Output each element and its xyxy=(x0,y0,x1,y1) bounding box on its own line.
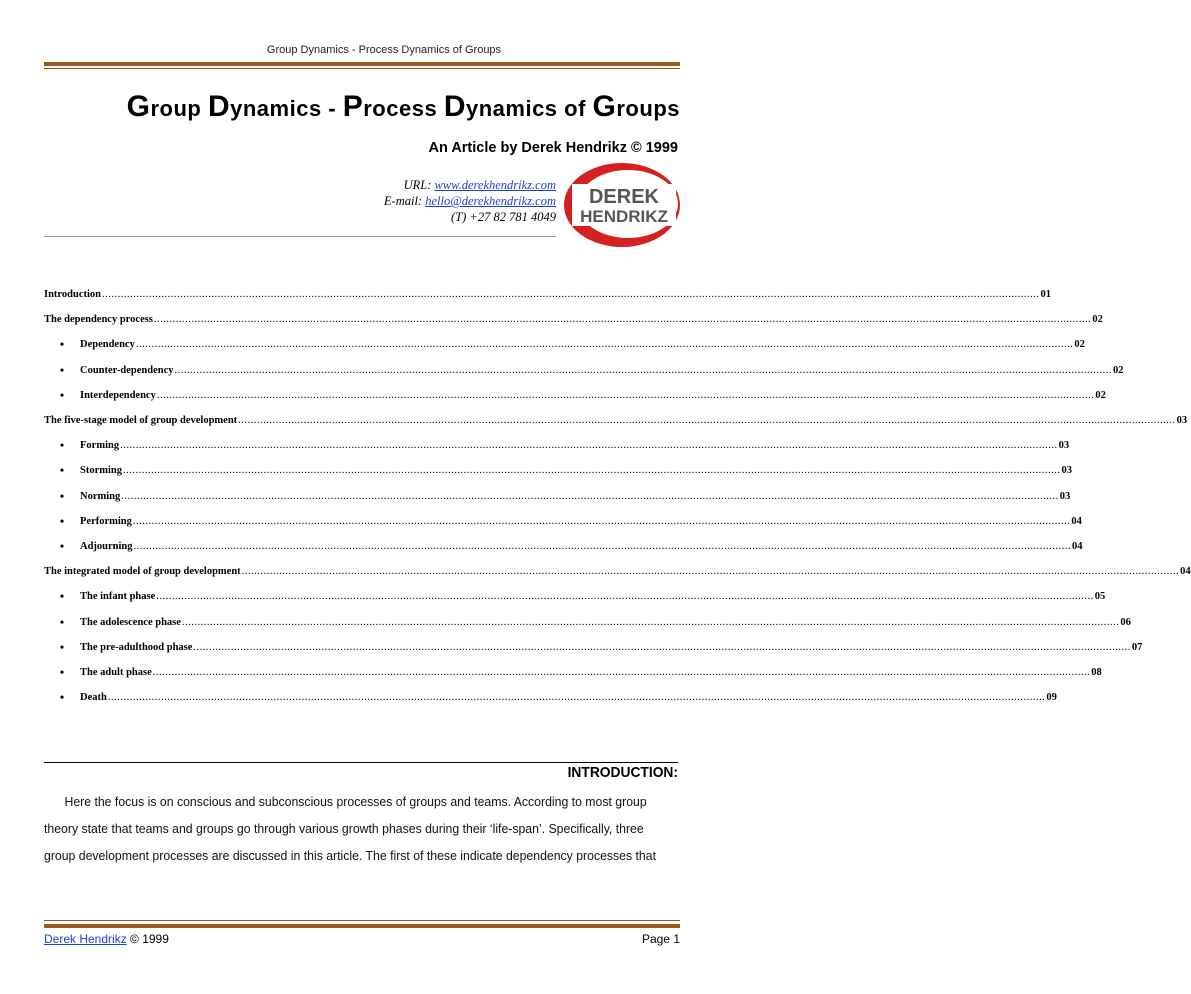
toc-label: Norming xyxy=(80,490,121,502)
toc-label: The integrated model of group development xyxy=(44,566,241,578)
title-segment: ynamics of xyxy=(465,96,593,121)
title-capital: P xyxy=(342,90,364,123)
derek-hendrikz-logo xyxy=(562,162,682,248)
toc-page-number: 08 xyxy=(1091,666,1102,678)
toc-leader: ............................................................................................................................................................................................................................................................................................................ xyxy=(153,314,1092,326)
toc-entry[interactable] xyxy=(44,584,1106,609)
toc-leader: ............................................................................................................................................................................................................................................................................................................ xyxy=(238,415,1176,427)
toc-label: The infant phase xyxy=(80,591,156,603)
bullet-icon: • xyxy=(59,690,65,705)
toc-entry[interactable] xyxy=(44,635,1143,660)
toc-page-number: 03 xyxy=(1058,440,1070,452)
toc-leader: ............................................................................................................................................................................................................................................................................................................ xyxy=(121,490,1059,502)
bullet-icon: • xyxy=(59,664,65,679)
title-capital: D xyxy=(443,90,466,123)
toc-leader: ............................................................................................................................................................................................................................................................................................................ xyxy=(133,540,1072,552)
bullet-icon: • xyxy=(59,488,65,503)
body-paragraph xyxy=(44,788,680,869)
toc-leader: ............................................................................................................................................................................................................................................................................................................ xyxy=(120,440,1058,452)
toc-entry[interactable] xyxy=(44,358,1124,383)
toc-entry[interactable] xyxy=(44,433,1070,458)
toc-label: Performing xyxy=(80,515,132,527)
title-capital: G xyxy=(592,90,617,123)
toc-page-number: 04 xyxy=(1072,540,1083,552)
bullet-icon: • xyxy=(59,513,65,528)
section-rule xyxy=(44,762,678,763)
header-rule-thin xyxy=(44,68,680,69)
title-segment: roups xyxy=(616,96,680,121)
logo-line2: HENDRIKZ xyxy=(580,207,668,226)
title-segment: roup xyxy=(150,96,208,121)
footer-copyright: © 1999 xyxy=(126,932,169,946)
toc-page-number: 03 xyxy=(1176,415,1188,427)
toc-leader: ............................................................................................................................................................................................................................................................................................................ xyxy=(102,289,1040,301)
toc-page-number: 04 xyxy=(1071,515,1082,527)
toc-page-number: 02 xyxy=(1074,339,1085,351)
title-capital: D xyxy=(207,90,231,123)
email-link[interactable]: hello@derekhendrikz.com xyxy=(425,194,556,208)
running-header: Group Dynamics - Process Dynamics of Groups xyxy=(266,44,502,56)
toc-label: The adolescence phase xyxy=(80,616,181,628)
toc-entry[interactable] xyxy=(44,307,1103,332)
toc-page-number: 01 xyxy=(1040,289,1051,301)
bullet-icon: • xyxy=(59,438,65,453)
toc-leader: ............................................................................................................................................................................................................................................................................................................ xyxy=(152,666,1091,678)
title-segment: rocess xyxy=(363,96,444,121)
toc-page-number: 07 xyxy=(1131,641,1143,653)
email-label: E-mail: xyxy=(383,194,423,208)
paragraph-line: theory state that teams and groups go through various growth phases during their ‘life-span’. Specifically, three xyxy=(44,821,644,836)
toc-entry[interactable] xyxy=(44,458,1072,483)
bullet-icon: • xyxy=(59,589,65,604)
toc-leader: ............................................................................................................................................................................................................................................................................................................ xyxy=(156,591,1094,603)
toc-page-number: 02 xyxy=(1113,364,1124,376)
bullet-icon: • xyxy=(59,362,65,377)
toc-leader: ............................................................................................................................................................................................................................................................................................................ xyxy=(193,641,1131,653)
document-title xyxy=(44,90,680,124)
section-heading: INTRODUCTION: xyxy=(567,764,678,781)
bullet-icon: • xyxy=(59,387,65,402)
toc-label: Storming xyxy=(80,465,122,477)
url-label: URL: xyxy=(403,178,432,192)
toc-leader: ............................................................................................................................................................................................................................................................................................................ xyxy=(241,566,1180,578)
toc-label: Forming xyxy=(80,440,120,452)
bullet-icon: • xyxy=(59,463,65,478)
toc-leader: ............................................................................................................................................................................................................................................................................................................ xyxy=(135,339,1074,351)
url-link[interactable]: www.derekhendrikz.com xyxy=(434,178,556,192)
toc-leader: ............................................................................................................................................................................................................................................................................................................ xyxy=(123,465,1061,477)
footer-rule-thin xyxy=(44,920,680,921)
toc-leader: ............................................................................................................................................................................................................................................................................................................ xyxy=(107,692,1046,704)
toc-entry[interactable] xyxy=(44,509,1082,534)
toc-entry[interactable] xyxy=(44,332,1085,357)
contact-block xyxy=(300,177,556,225)
toc-label: Death xyxy=(80,692,107,704)
toc-leader: ............................................................................................................................................................................................................................................................................................................ xyxy=(181,616,1120,628)
table-of-contents xyxy=(44,282,1191,710)
toc-page-number: 06 xyxy=(1120,616,1131,628)
header-rule xyxy=(44,62,680,66)
toc-page-number: 04 xyxy=(1180,566,1191,578)
toc-label: Dependency xyxy=(80,339,135,351)
toc-entry[interactable] xyxy=(44,685,1057,710)
toc-label: The dependency process xyxy=(44,314,153,326)
footer-author-link[interactable]: Derek Hendrikz xyxy=(44,932,127,946)
page-footer xyxy=(44,932,680,946)
byline: An Article by Derek Hendrikz © 1999 xyxy=(428,140,678,156)
toc-page-number: 09 xyxy=(1046,692,1057,704)
footer-rule xyxy=(44,924,680,928)
toc-leader: ............................................................................................................................................................................................................................................................................................................ xyxy=(156,389,1095,401)
toc-entry[interactable] xyxy=(44,534,1083,559)
toc-entry[interactable] xyxy=(44,609,1131,634)
bullet-icon: • xyxy=(59,337,65,352)
logo-line1: DEREK xyxy=(588,186,660,208)
toc-page-number: 02 xyxy=(1095,389,1106,401)
toc-page-number: 03 xyxy=(1061,465,1072,477)
toc-entry[interactable] xyxy=(44,484,1071,509)
toc-page-number: 05 xyxy=(1094,591,1106,603)
toc-label: Introduction xyxy=(44,289,101,301)
contact-rule xyxy=(44,236,556,237)
phone-number: (T) +27 82 781 4049 xyxy=(451,210,556,224)
toc-label: The pre-adulthood phase xyxy=(80,641,193,653)
toc-entry[interactable] xyxy=(44,660,1102,685)
bullet-icon: • xyxy=(59,538,65,553)
paragraph-line: group development processes are discussed in this article. The first of these indicate dependency processes that xyxy=(44,848,656,863)
toc-label: The five-stage model of group development xyxy=(44,415,238,427)
toc-page-number: 03 xyxy=(1059,490,1071,502)
bullet-icon: • xyxy=(59,639,65,654)
page-number: Page 1 xyxy=(641,932,680,946)
bullet-icon: • xyxy=(59,614,65,629)
toc-label: Adjourning xyxy=(80,540,133,552)
paragraph-line: Here the focus is on conscious and subconscious processes of groups and teams. According to most group xyxy=(64,794,647,809)
title-segment: ynamics - xyxy=(230,96,343,121)
toc-label: Counter-dependency xyxy=(80,364,174,376)
toc-entry[interactable] xyxy=(44,383,1106,408)
toc-label: The adult phase xyxy=(80,666,152,678)
toc-page-number: 02 xyxy=(1092,314,1103,326)
toc-label: Interdependency xyxy=(80,389,156,401)
toc-leader: ............................................................................................................................................................................................................................................................................................................ xyxy=(174,364,1113,376)
toc-leader: ............................................................................................................................................................................................................................................................................................................ xyxy=(132,515,1071,527)
toc-entry[interactable] xyxy=(44,559,1191,584)
toc-entry[interactable] xyxy=(44,408,1188,433)
toc-entry[interactable] xyxy=(44,282,1051,307)
title-capital: G xyxy=(126,90,151,123)
